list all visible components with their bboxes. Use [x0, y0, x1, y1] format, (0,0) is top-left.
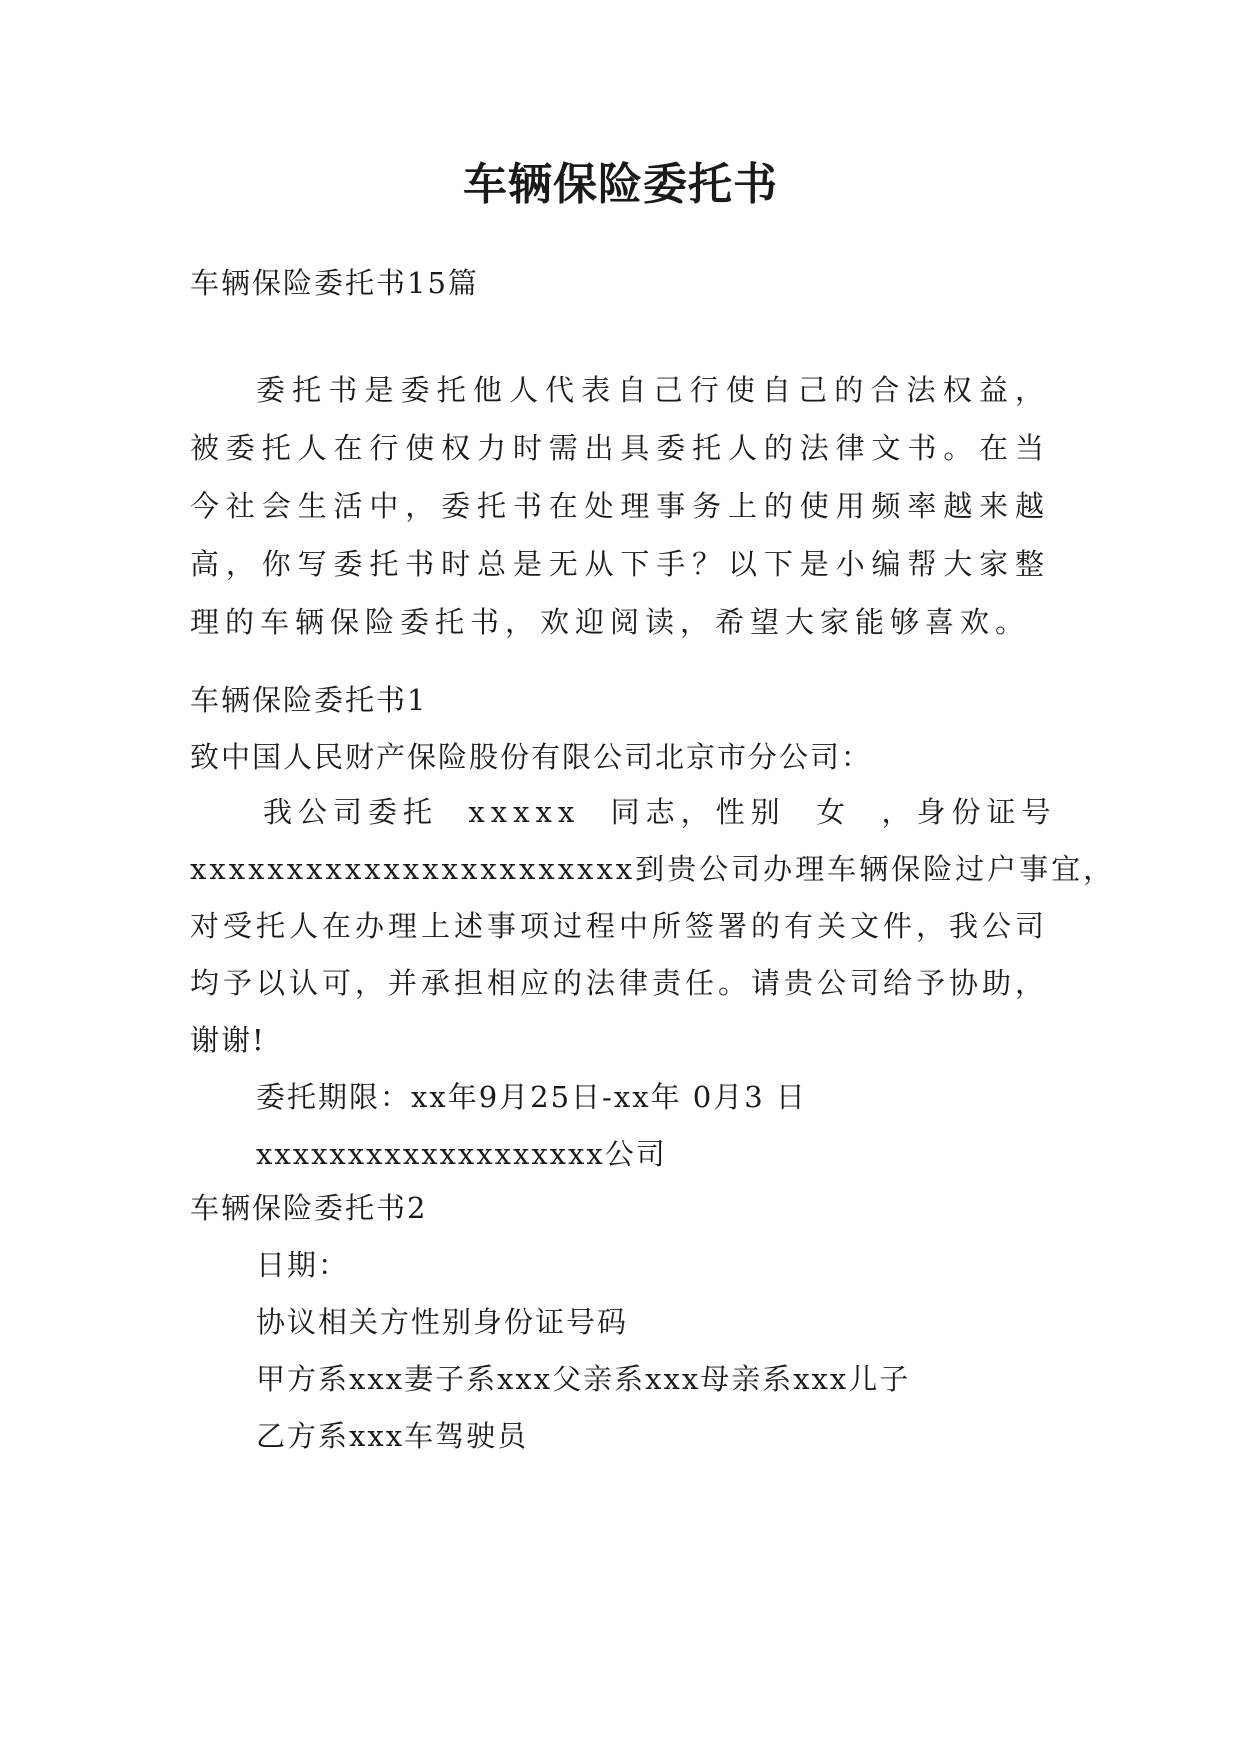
section1-company: xxxxxxxxxxxxxxxxxxx公司 [256, 1137, 667, 1171]
section2-party-a: 甲方系xxx妻子系xxx父亲系xxx母亲系xxx儿子 [256, 1362, 911, 1396]
section1-body-line3: 对受托人在办理上述事项过程中所签署的有关文件，我公司 [190, 909, 1049, 943]
section1-period: 委托期限：xx年9月25日-xx年 0月3 日 [256, 1080, 807, 1114]
section2-date-label: 日期： [256, 1248, 350, 1282]
section2-parties-header: 协议相关方性别身份证号码 [256, 1305, 629, 1339]
document-subtitle: 车辆保险委托书15篇 [190, 266, 479, 300]
section1-heading: 车辆保险委托书1 [190, 683, 428, 717]
intro-paragraph: 委托书是委托他人代表自己行使自己的合法权益，被委托人在行使权力时需出具委托人的法律文书。在当今社会生活中，委托书在处理事务上的使用频率越来越高，你写委托书时总是无从下手？以下是小编帮大家整理的车辆保险委托书，欢迎阅读，希望大家能够喜欢。 [190, 373, 1050, 639]
section1-body-line4: 均予以认可，并承担相应的法律责任。请贵公司给予协助， [190, 966, 1049, 1000]
section2-party-b: 乙方系xxx车驾驶员 [256, 1419, 529, 1453]
section2-heading: 车辆保险委托书2 [190, 1191, 428, 1225]
section1-body-line1: 我公司委托 xxxxx 同志，性别 女 ，身份证号 [263, 795, 1057, 829]
section1-addressee: 致中国人民财产保险股份有限公司北京市分公司： [190, 740, 873, 774]
document-title: 车辆保险委托书 [463, 159, 778, 210]
section1-body-line2: xxxxxxxxxxxxxxxxxxxxxxx到贵公司办理车辆保险过户事宜， [190, 852, 1116, 886]
section1-body-line5: 谢谢! [190, 1023, 266, 1057]
